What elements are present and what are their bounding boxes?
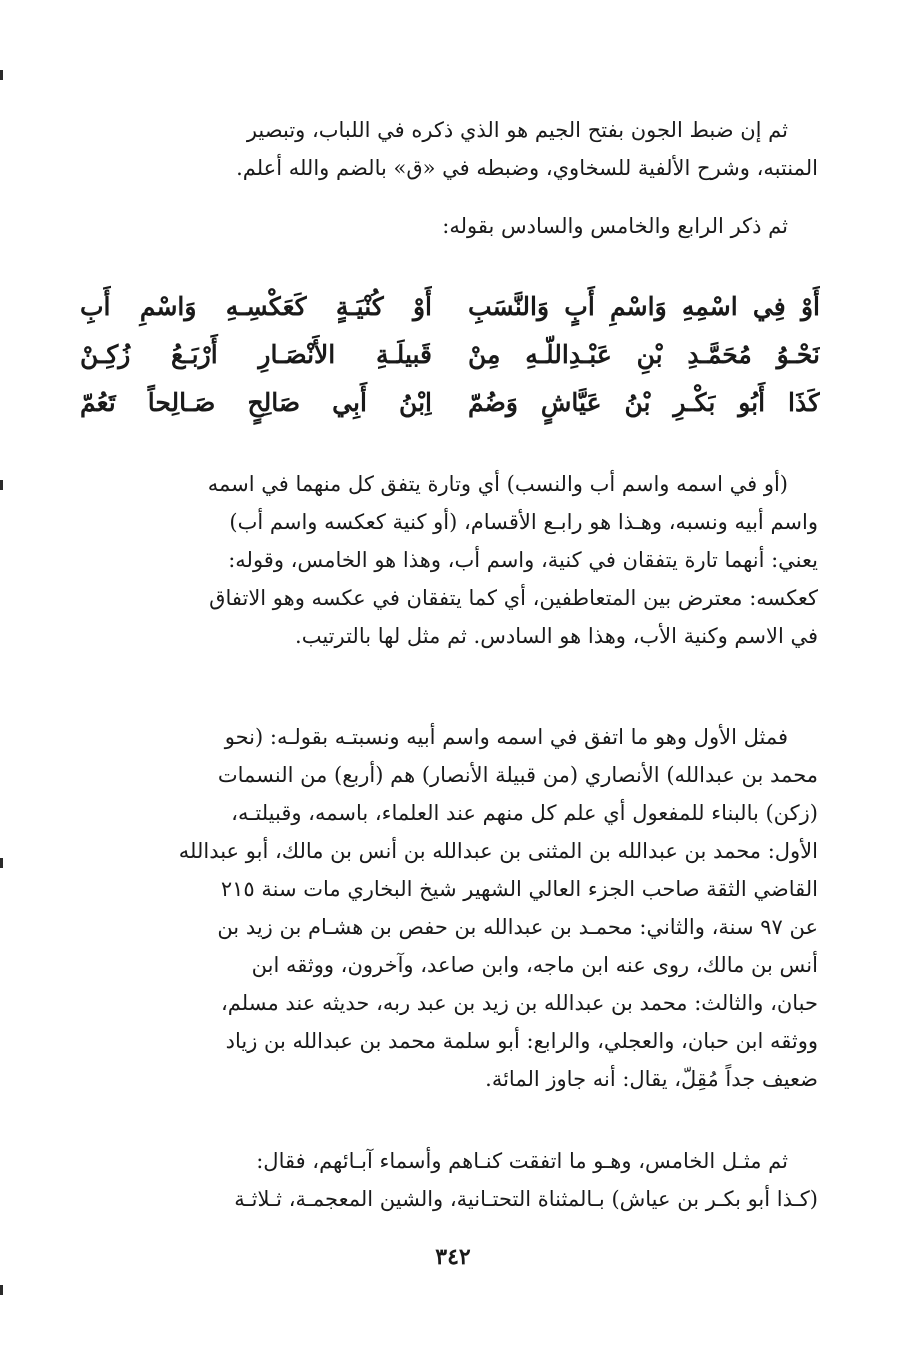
scan-edge-mark bbox=[0, 480, 3, 490]
scan-edge-mark bbox=[0, 1285, 3, 1295]
verse-row bbox=[80, 379, 820, 427]
paragraph-line: ووثقه ابن حبان، والعجلي، والرابع: أبو سلمة محمد بن عبدالله بن زياد bbox=[225, 1029, 818, 1053]
paragraph-line: ثم إن ضبط الجون بفتح الجيم هو الذي ذكره في اللباب، وتبصير bbox=[246, 118, 788, 142]
paragraph-line: (زكن) بالبناء للمفعول أي علم كل منهم عند العلماء، باسمه، وقبيلتـه، bbox=[231, 801, 818, 825]
paragraph-line: فمثل الأول وهو ما اتفق في اسمه واسم أبيه ونسبتـه بقولـه: (نحو bbox=[224, 725, 788, 749]
paragraph-line: ثم مثـل الخامس، وهـو ما اتفقت كنـاهم وأسماء آبـائهم، فقال: bbox=[256, 1149, 788, 1173]
verse-first-hemistich: أَوْ فِي اسْمِهِ وَاسْمِ أَبٍ وَالنَّسَبِ bbox=[468, 292, 820, 321]
paragraph-line: عن ٩٧ سنة، والثاني: محمـد بن عبدالله بن حفص بن هشـام بن زيد بن bbox=[217, 915, 818, 939]
paragraph-line: يعني: أنهما تارة يتفقان في كنية، واسم أب، وهذا هو الخامس، وقوله: bbox=[228, 548, 818, 572]
verse-first-hemistich: نَحْـوُ مُحَمَّـدِ بْنِ عَبْـدِاللّـهِ مِنْ bbox=[468, 340, 820, 369]
paragraph-line: في الاسم وكنية الأب، وهذا هو السادس. ثم مثل لها بالترتيب. bbox=[295, 624, 818, 648]
paragraph-line: حبان، والثالث: محمد بن عبدالله بن زيد بن عبد ربه، حديثه عند مسلم، bbox=[221, 991, 818, 1015]
paragraph-line: كعكسه: معترض بين المتعاطفين، أي كما يتفقان في عكسه وهو الاتفاق bbox=[209, 586, 818, 610]
paragraph-line: المنتبه، وشرح الألفية للسخاوي، وضبطه في «ق» بالضم والله أعلم. bbox=[236, 156, 818, 180]
paragraph-1 bbox=[80, 111, 818, 187]
paragraph-line: الأول: محمد بن عبدالله بن المثنى بن عبدالله بن أنس بن مالك، أبو عبدالله bbox=[178, 839, 818, 863]
verse-second-hemistich: قَبيلَـةِ الأَنْصَـارِ أَرْبَـعُ زُكِـنْ bbox=[80, 340, 432, 369]
intro-line-text: ثم ذكر الرابع والخامس والسادس بقوله: bbox=[442, 214, 788, 238]
paragraph-4 bbox=[80, 1142, 818, 1218]
paragraph-3 bbox=[80, 718, 818, 1098]
paragraph-line: أنس بن مالك، روى عنه ابن ماجه، وابن صاعد، وآخرون، ووثقه ابن bbox=[251, 953, 818, 977]
poem-verses bbox=[80, 283, 820, 427]
scan-edge-mark bbox=[0, 858, 3, 868]
paragraph-line: واسم أبيه ونسبه، وهـذا هو رابـع الأقسام، (أو كنية كعكسه واسم أب) bbox=[229, 510, 818, 534]
verse-row bbox=[80, 283, 820, 331]
paragraph-line: (أو في اسمه واسم أب والنسب) أي وتارة يتفق كل منهما في اسمه bbox=[207, 472, 788, 496]
scan-edge-mark bbox=[0, 70, 3, 80]
paragraph-line: القاضي الثقة صاحب الجزء العالي الشهير شيخ البخاري مات سنة ٢١٥ bbox=[220, 877, 818, 901]
verse-second-hemistich: اِبْنُ أَبِي صَالِحٍ صَـالِحاً تَعُمّ bbox=[80, 388, 432, 417]
paragraph-line: محمد بن عبدالله) الأنصاري (من قبيلة الأنصار) هم (أربع) من النسمات bbox=[217, 763, 818, 787]
verse-row bbox=[80, 331, 820, 379]
paragraph-line: (كـذا أبو بكـر بن عياش) بـالمثناة التحتـانية، والشين المعجمـة، ثـلاثـة bbox=[234, 1187, 818, 1211]
paragraph-line: ضعيف جداً مُقِلّ، يقال: أنه جاوز المائة. bbox=[485, 1067, 818, 1091]
verse-first-hemistich: كَذَا أَبُو بَكْـرِ بْنُ عَيَّاشٍ وَضُمّ bbox=[468, 388, 820, 417]
intro-line bbox=[80, 207, 818, 245]
paragraph-2 bbox=[80, 465, 818, 655]
page-number: ٣٤٢ bbox=[435, 1244, 471, 1270]
verse-second-hemistich: أَوْ كُنْيَـةٍ كَعَكْسِـهِ وَاسْمِ أَبِ bbox=[80, 292, 432, 321]
